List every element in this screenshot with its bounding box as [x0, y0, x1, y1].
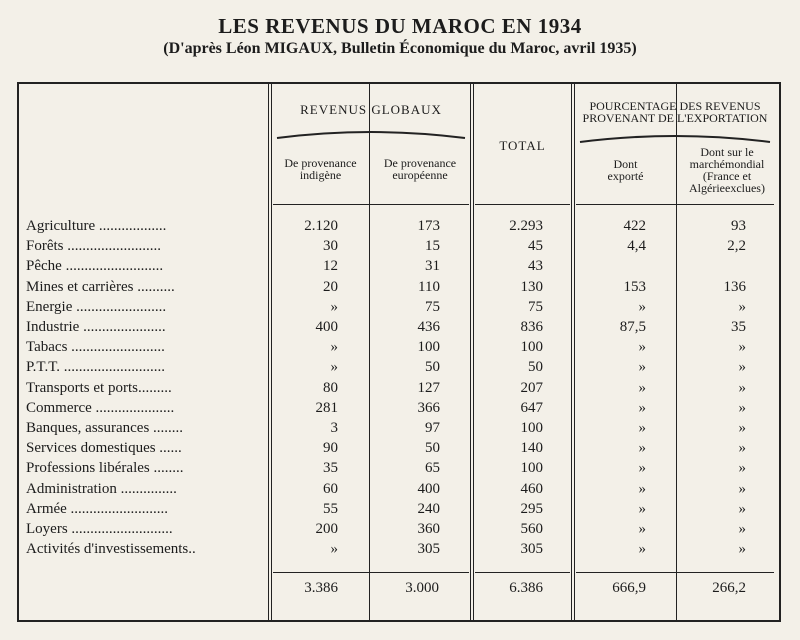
cell-exporte: »	[638, 460, 646, 476]
cell-europeenne: 50	[425, 359, 440, 375]
cell-total: 100	[520, 339, 543, 355]
row-label: Pêche ..........................	[26, 258, 164, 274]
cell-indigene: 281	[315, 400, 338, 416]
cell-mondial: »	[738, 521, 746, 537]
cell-mondial: »	[738, 541, 746, 557]
cell-indigene: 90	[323, 440, 338, 456]
totals-rule	[576, 572, 774, 573]
cell-exporte: »	[638, 400, 646, 416]
cell-total: 130	[520, 279, 543, 295]
total-indigene: 3.386	[304, 580, 338, 596]
row-label: Mines et carrières ..........	[26, 279, 175, 295]
totals-rule	[273, 572, 469, 573]
row-label: Armée ..........................	[26, 501, 169, 517]
cell-total: 75	[528, 299, 543, 315]
header-mondial-line1: Dont sur le	[700, 145, 754, 159]
header-exporte	[576, 158, 675, 182]
cell-mondial: »	[738, 501, 746, 517]
row-label: Activités d'investissements..	[26, 541, 196, 557]
row-label: Banques, assurances ........	[26, 420, 184, 436]
cell-mondial: »	[738, 339, 746, 355]
row-label: Industrie ......................	[26, 319, 166, 335]
cell-europeenne: 366	[417, 400, 440, 416]
cell-total: 305	[520, 541, 543, 557]
header-indigene-line1: De provenance	[284, 156, 357, 170]
cell-europeenne: 173	[417, 218, 440, 234]
cell-europeenne: 31	[425, 258, 440, 274]
header-revenus-globaux: REVENUS GLOBAUX	[300, 102, 442, 117]
header-rule	[475, 204, 570, 205]
header-mondial-line2: marchémondial	[689, 157, 765, 171]
cell-indigene: 12	[323, 258, 338, 274]
column-divider	[271, 84, 272, 620]
header-pourcentage	[576, 100, 774, 124]
row-label: Transports et ports.........	[26, 380, 172, 396]
cell-total: 295	[520, 501, 543, 517]
cell-mondial: 136	[723, 279, 746, 295]
header-mondial	[678, 146, 776, 194]
cell-mondial: »	[738, 299, 746, 315]
cell-total: 50	[528, 359, 543, 375]
cell-total: 100	[520, 460, 543, 476]
header-exporte-line1: Dont	[613, 157, 638, 171]
totals-rule	[475, 572, 570, 573]
cell-exporte: 422	[623, 218, 646, 234]
total-total: 6.386	[509, 580, 543, 596]
total-mondial: 266,2	[712, 580, 746, 596]
revenus-bracket	[275, 124, 467, 144]
cell-exporte: »	[638, 359, 646, 375]
column-divider	[574, 84, 575, 620]
column-divider	[676, 84, 677, 620]
cell-total: 2.293	[509, 218, 543, 234]
row-label: Forêts .........................	[26, 238, 161, 254]
cell-exporte: »	[638, 380, 646, 396]
cell-mondial: »	[738, 440, 746, 456]
cell-mondial: »	[738, 481, 746, 497]
cell-indigene: 20	[323, 279, 338, 295]
cell-europeenne: 305	[417, 541, 440, 557]
cell-europeenne: 127	[417, 380, 440, 396]
cell-exporte: »	[638, 299, 646, 315]
header-europeenne	[371, 157, 469, 181]
header-exporte-line2: exporté	[607, 169, 644, 183]
cell-europeenne: 65	[425, 460, 440, 476]
cell-exporte: »	[638, 501, 646, 517]
cell-indigene: 30	[323, 238, 338, 254]
cell-exporte: »	[638, 541, 646, 557]
header-pourcentage-line1: POURCENTAGE DES REVENUS	[589, 99, 761, 113]
cell-total: 836	[520, 319, 543, 335]
cell-exporte: »	[638, 339, 646, 355]
cell-total: 207	[520, 380, 543, 396]
cell-europeenne: 15	[425, 238, 440, 254]
total-exporte: 666,9	[612, 580, 646, 596]
cell-exporte: 4,4	[627, 238, 646, 254]
cell-exporte: »	[638, 440, 646, 456]
cell-mondial: »	[738, 420, 746, 436]
header-indigene-line2: indigène	[299, 168, 342, 182]
header-europeenne-line2: européenne	[392, 168, 448, 182]
cell-mondial: »	[738, 400, 746, 416]
cell-indigene: 80	[323, 380, 338, 396]
cell-total: 647	[520, 400, 543, 416]
row-label: Commerce .....................	[26, 400, 175, 416]
cell-total: 560	[520, 521, 543, 537]
header-europeenne-line1: De provenance	[383, 156, 457, 170]
row-label: P.T.T. ...........................	[26, 359, 166, 375]
column-divider	[571, 84, 572, 620]
cell-exporte: »	[638, 521, 646, 537]
cell-mondial: »	[738, 460, 746, 476]
total-europeenne: 3.000	[405, 580, 439, 596]
cell-europeenne: 360	[417, 521, 440, 537]
column-divider	[473, 84, 474, 620]
cell-europeenne: 97	[425, 420, 440, 436]
cell-exporte: 153	[623, 279, 646, 295]
header-indigene	[273, 157, 368, 181]
cell-indigene: 2.120	[304, 218, 338, 234]
cell-total: 45	[528, 238, 543, 254]
row-label: Energie ........................	[26, 299, 167, 315]
cell-mondial: 35	[731, 319, 746, 335]
row-label: Professions libérales ........	[26, 460, 184, 476]
cell-total: 43	[528, 258, 543, 274]
cell-indigene: »	[330, 339, 338, 355]
cell-total: 140	[520, 440, 543, 456]
cell-europeenne: 50	[425, 440, 440, 456]
cell-total: 100	[520, 420, 543, 436]
cell-indigene: 400	[315, 319, 338, 335]
cell-exporte: »	[638, 481, 646, 497]
cell-europeenne: 100	[417, 339, 440, 355]
row-label: Administration ...............	[26, 481, 177, 497]
cell-mondial: 2,2	[727, 238, 746, 254]
cell-mondial: »	[738, 380, 746, 396]
cell-europeenne: 75	[425, 299, 440, 315]
cell-indigene: »	[330, 541, 338, 557]
cell-indigene: 200	[315, 521, 338, 537]
cell-indigene: »	[330, 299, 338, 315]
page-title: LES REVENUS DU MAROC EN 1934	[218, 14, 582, 38]
header-mondial-line3: (France et	[702, 169, 752, 183]
header-rule	[576, 204, 774, 205]
cell-indigene: 35	[323, 460, 338, 476]
cell-indigene: 55	[323, 501, 338, 517]
header-pourcentage-line2: PROVENANT DE L'EXPORTATION	[582, 111, 768, 125]
column-divider	[470, 84, 471, 620]
cell-exporte: »	[638, 420, 646, 436]
header-total: TOTAL	[499, 138, 546, 153]
page-subtitle: (D'après Léon MIGAUX, Bulletin Économique du Maroc, avril 1935)	[163, 40, 637, 57]
cell-europeenne: 400	[417, 481, 440, 497]
row-label: Loyers ...........................	[26, 521, 173, 537]
cell-total: 460	[520, 481, 543, 497]
header-rule	[273, 204, 469, 205]
cell-indigene: »	[330, 359, 338, 375]
row-label: Tabacs .........................	[26, 339, 165, 355]
column-divider	[369, 84, 370, 620]
column-divider	[268, 84, 269, 620]
cell-europeenne: 240	[417, 501, 440, 517]
cell-indigene: 60	[323, 481, 338, 497]
row-label: Services domestiques ......	[26, 440, 182, 456]
row-label: Agriculture ..................	[26, 218, 167, 234]
cell-mondial: 93	[731, 218, 746, 234]
header-mondial-line4: Algérieexclues)	[689, 181, 765, 195]
cell-europeenne: 436	[417, 319, 440, 335]
cell-indigene: 3	[330, 420, 338, 436]
cell-mondial: »	[738, 359, 746, 375]
cell-europeenne: 110	[418, 279, 440, 295]
cell-exporte: 87,5	[619, 319, 646, 335]
